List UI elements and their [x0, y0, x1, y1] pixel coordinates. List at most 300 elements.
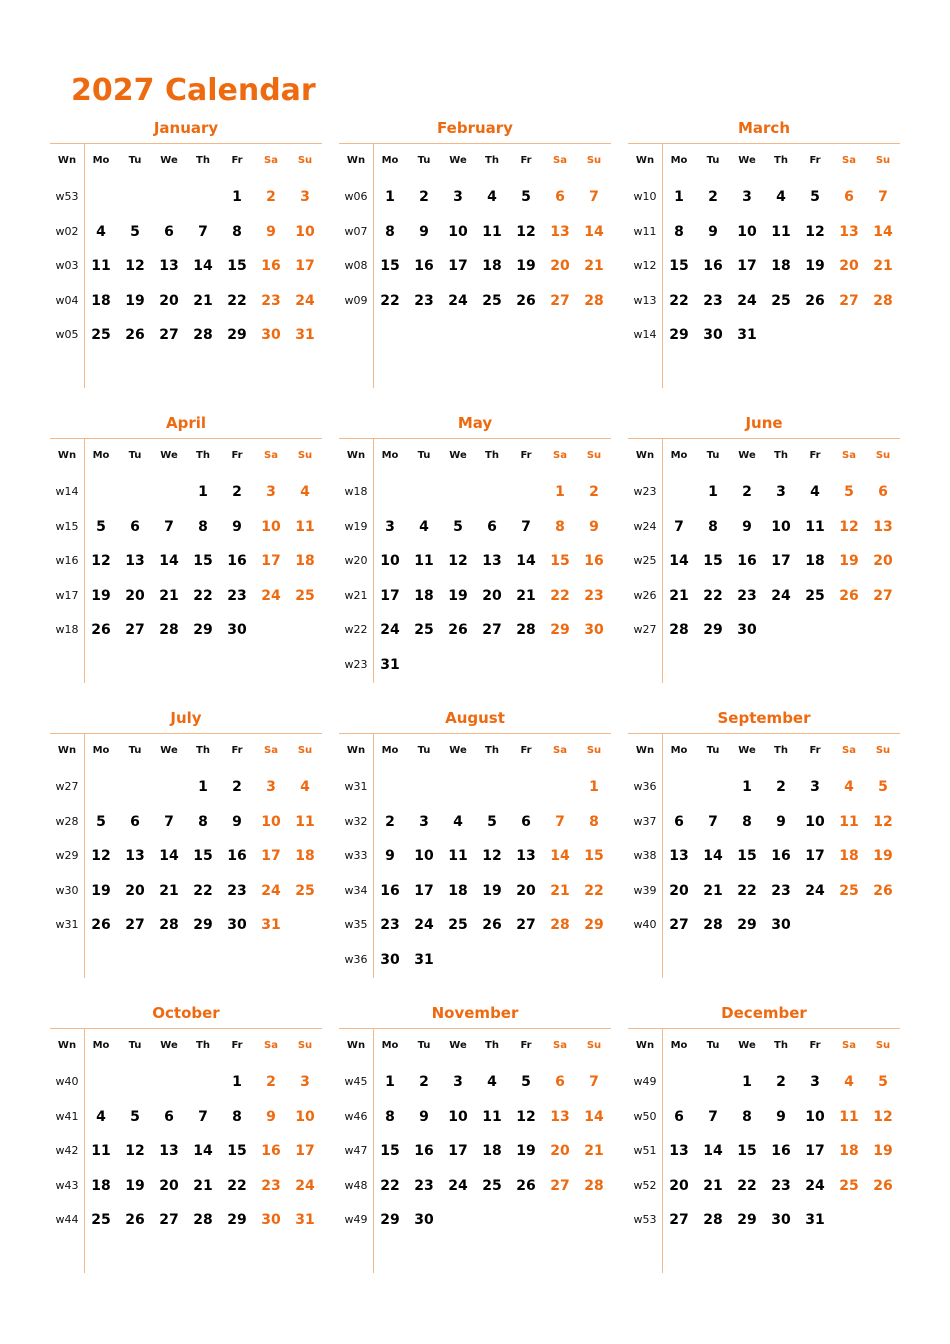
day-cell: 7 — [674, 518, 684, 535]
month-name: March — [737, 119, 791, 137]
day-cell: 9 — [776, 1108, 786, 1125]
day-cell: 27 — [125, 917, 145, 934]
week-number: w49 — [633, 1075, 657, 1088]
weekend-day-cell: 25 — [295, 587, 315, 604]
day-cell: 2 — [385, 813, 395, 830]
day-cell: 11 — [482, 1108, 502, 1125]
day-cell: 1 — [742, 779, 752, 795]
week-number: w32 — [344, 814, 368, 828]
day-cell: 4 — [776, 189, 786, 205]
day-cell: 13 — [669, 848, 689, 865]
day-cell: 14 — [159, 848, 179, 865]
day-cell: 16 — [227, 848, 247, 865]
weekday-header: We — [449, 745, 467, 756]
week-number: w42 — [55, 1144, 79, 1158]
weekday-header: Th — [774, 1040, 788, 1051]
weekend-day-cell: 23 — [261, 292, 281, 309]
weekday-header: We — [738, 450, 756, 461]
day-cell: 12 — [125, 1143, 145, 1160]
day-cell: 11 — [805, 518, 825, 535]
week-number: w08 — [344, 259, 368, 273]
weekday-header: Tu — [417, 1040, 431, 1051]
day-cell: 29 — [737, 1212, 757, 1229]
day-cell: 14 — [159, 553, 179, 570]
day-cell: 16 — [771, 1143, 791, 1160]
week-number: w12 — [633, 259, 657, 273]
weekend-day-cell: 28 — [550, 917, 570, 934]
weekday-header: Fr — [520, 450, 532, 461]
day-cell: 17 — [737, 258, 757, 275]
weekend-day-cell: 31 — [295, 327, 315, 344]
day-cell: 15 — [227, 1143, 247, 1160]
day-cell: 19 — [91, 587, 111, 604]
weekday-header: Sa — [264, 1040, 278, 1051]
day-cell: 7 — [164, 813, 174, 830]
day-cell: 30 — [771, 1212, 791, 1229]
weekend-day-cell: 14 — [550, 848, 570, 865]
day-cell: 19 — [516, 258, 536, 275]
weekday-header: We — [738, 745, 756, 756]
week-number: w25 — [633, 554, 657, 568]
month-october — [50, 1001, 322, 1278]
day-cell: 1 — [674, 189, 684, 205]
day-cell: 4 — [96, 223, 106, 240]
week-number: w13 — [633, 293, 657, 307]
weekend-day-cell: 24 — [295, 1177, 315, 1194]
day-cell: 7 — [708, 1108, 718, 1125]
day-cell: 5 — [810, 189, 820, 205]
day-cell: 17 — [414, 882, 434, 899]
day-cell: 27 — [159, 327, 179, 344]
month-name: February — [437, 119, 513, 137]
weekday-header: Su — [875, 745, 891, 756]
day-cell: 4 — [487, 189, 497, 205]
day-cell: 14 — [516, 553, 536, 570]
month-header-rule — [628, 143, 900, 144]
weekend-day-cell: 11 — [295, 518, 315, 535]
month-january — [50, 116, 322, 393]
day-cell: 29 — [193, 622, 213, 639]
day-cell: 9 — [742, 518, 752, 535]
day-cell: 7 — [708, 813, 718, 830]
week-number: w50 — [633, 1109, 657, 1123]
weekday-header: Su — [875, 1040, 891, 1051]
weekday-header: Sa — [842, 450, 856, 461]
day-cell: 26 — [125, 1212, 145, 1229]
week-number: w41 — [55, 1109, 79, 1123]
day-cell: 21 — [159, 587, 179, 604]
weekday-header: We — [738, 1040, 756, 1051]
day-cell: 1 — [385, 189, 395, 205]
day-cell: 3 — [453, 189, 463, 205]
day-cell: 12 — [91, 848, 111, 865]
day-cell: 25 — [414, 622, 434, 639]
weekend-day-cell: 5 — [878, 1074, 888, 1090]
day-cell: 20 — [125, 882, 145, 899]
weekday-header: Th — [774, 745, 788, 756]
day-cell: 26 — [91, 622, 111, 639]
week-number: w43 — [55, 1178, 79, 1192]
weekday-header: Mo — [92, 1040, 110, 1051]
day-cell: 22 — [703, 587, 723, 604]
weekend-day-cell: 16 — [584, 553, 604, 570]
weekday-header: Mo — [92, 450, 110, 461]
week-number: w36 — [344, 953, 368, 966]
day-cell: 17 — [805, 1143, 825, 1160]
day-cell: 8 — [232, 223, 242, 240]
weekday-header: Fr — [809, 450, 821, 461]
weekend-day-cell: 11 — [295, 813, 315, 830]
weekday-header: Fr — [231, 1040, 243, 1051]
weekday-header: Fr — [520, 1040, 532, 1051]
week-number: w46 — [344, 1109, 368, 1123]
day-cell: 16 — [737, 553, 757, 570]
day-cell: 30 — [227, 917, 247, 934]
week-number: w19 — [344, 519, 368, 533]
month-header-rule — [50, 733, 322, 734]
weekday-header: Wn — [57, 745, 77, 756]
day-cell: 10 — [805, 1108, 825, 1125]
day-cell: 24 — [737, 292, 757, 309]
weekday-header: Su — [297, 155, 313, 166]
day-cell: 18 — [482, 1143, 502, 1160]
weekend-day-cell: 11 — [839, 813, 859, 830]
weekday-header: We — [449, 450, 467, 461]
weekday-header: Tu — [706, 450, 720, 461]
week-number: w15 — [55, 519, 79, 533]
weekday-header: Th — [196, 155, 210, 166]
week-number: w27 — [633, 623, 657, 637]
month-name: July — [170, 709, 202, 727]
weekend-day-cell: 13 — [873, 518, 893, 535]
day-cell: 11 — [448, 848, 468, 865]
week-number: w53 — [633, 1213, 657, 1227]
weekend-day-cell: 28 — [873, 292, 893, 309]
weekday-header: Th — [774, 155, 788, 166]
day-cell: 7 — [164, 518, 174, 535]
day-cell: 24 — [805, 882, 825, 899]
day-cell: 25 — [482, 1177, 502, 1194]
day-cell: 5 — [130, 223, 140, 240]
month-july — [50, 706, 322, 983]
weekend-day-cell: 10 — [295, 223, 315, 240]
day-cell: 25 — [91, 327, 111, 344]
day-cell: 29 — [227, 327, 247, 344]
week-number: w16 — [55, 554, 79, 568]
weekend-day-cell: 14 — [584, 1108, 604, 1125]
weekend-day-cell: 27 — [550, 1177, 570, 1194]
day-cell: 2 — [776, 1074, 786, 1090]
day-cell: 22 — [737, 1177, 757, 1194]
weekday-header: Su — [875, 450, 891, 461]
weekday-header: Tu — [128, 155, 142, 166]
weekday-header: Fr — [809, 1040, 821, 1051]
weekday-header: Fr — [520, 745, 532, 756]
day-cell: 15 — [380, 258, 400, 275]
day-cell: 17 — [805, 848, 825, 865]
weekend-day-cell: 16 — [261, 1143, 281, 1160]
week-number: w47 — [344, 1144, 368, 1158]
weekend-day-cell: 23 — [584, 587, 604, 604]
week-number: w02 — [55, 224, 79, 238]
day-cell: 23 — [227, 882, 247, 899]
weekday-header: Wn — [635, 745, 655, 756]
day-cell: 11 — [414, 553, 434, 570]
week-number: w31 — [55, 918, 79, 932]
weekend-day-cell: 31 — [295, 1212, 315, 1229]
weekend-day-cell: 17 — [261, 848, 281, 865]
weekend-day-cell: 10 — [295, 1108, 315, 1125]
day-cell: 2 — [419, 1074, 429, 1090]
day-cell: 18 — [805, 553, 825, 570]
month-name: November — [431, 1004, 519, 1022]
day-cell: 19 — [448, 587, 468, 604]
weekend-day-cell: 4 — [844, 779, 854, 795]
week-number: w27 — [55, 780, 79, 793]
day-cell: 4 — [96, 1108, 106, 1125]
weekend-day-cell: 18 — [839, 1143, 859, 1160]
day-cell: 7 — [198, 1108, 208, 1125]
day-cell: 16 — [703, 258, 723, 275]
week-number: w38 — [633, 849, 657, 863]
weekday-header: We — [449, 155, 467, 166]
weekday-header: Mo — [92, 745, 110, 756]
weekend-day-cell: 29 — [584, 917, 604, 934]
weekday-header: Mo — [670, 450, 688, 461]
month-name: April — [165, 414, 207, 432]
weekday-header: Th — [485, 745, 499, 756]
weekend-day-cell: 18 — [295, 553, 315, 570]
day-cell: 22 — [227, 292, 247, 309]
weekend-day-cell: 31 — [261, 917, 281, 934]
weekday-header: Wn — [346, 155, 366, 166]
day-cell: 8 — [708, 518, 718, 535]
day-cell: 18 — [414, 587, 434, 604]
day-cell: 9 — [232, 813, 242, 830]
weekday-header: Tu — [706, 745, 720, 756]
day-cell: 24 — [414, 917, 434, 934]
day-cell: 13 — [669, 1143, 689, 1160]
weekend-day-cell: 30 — [261, 327, 281, 344]
weekend-day-cell: 11 — [839, 1108, 859, 1125]
day-cell: 10 — [448, 1108, 468, 1125]
day-cell: 1 — [232, 189, 242, 205]
day-cell: 24 — [448, 1177, 468, 1194]
weekend-day-cell: 19 — [873, 848, 893, 865]
week-number: w11 — [633, 224, 657, 238]
day-cell: 28 — [669, 622, 689, 639]
day-cell: 1 — [385, 1074, 395, 1090]
week-number: w29 — [55, 849, 79, 863]
day-cell: 23 — [414, 1177, 434, 1194]
day-cell: 28 — [703, 917, 723, 934]
day-cell: 5 — [521, 1074, 531, 1090]
day-cell: 6 — [674, 1108, 684, 1125]
weekend-day-cell: 29 — [550, 622, 570, 639]
day-cell: 21 — [193, 292, 213, 309]
weekday-header: We — [738, 155, 756, 166]
day-cell: 2 — [232, 779, 242, 795]
weekend-day-cell: 9 — [266, 223, 276, 240]
weekday-header: Sa — [553, 1040, 567, 1051]
week-number: w18 — [344, 485, 368, 498]
day-cell: 6 — [164, 223, 174, 240]
day-cell: 20 — [482, 587, 502, 604]
month-name: January — [153, 119, 219, 137]
weekday-header: We — [160, 745, 178, 756]
day-cell: 28 — [193, 1212, 213, 1229]
day-cell: 8 — [198, 518, 208, 535]
weekday-header: Su — [297, 1040, 313, 1051]
weekend-day-cell: 17 — [261, 553, 281, 570]
weekend-day-cell: 28 — [584, 1177, 604, 1194]
weekday-header: Sa — [264, 450, 278, 461]
weekday-header: Wn — [635, 450, 655, 461]
day-cell: 12 — [482, 848, 502, 865]
weekday-header: Mo — [381, 450, 399, 461]
day-cell: 5 — [453, 518, 463, 535]
weekday-header: We — [449, 1040, 467, 1051]
day-cell: 25 — [91, 1212, 111, 1229]
day-cell: 3 — [810, 779, 820, 795]
day-cell: 12 — [125, 258, 145, 275]
day-cell: 1 — [232, 1074, 242, 1090]
weekend-day-cell: 20 — [839, 258, 859, 275]
weekend-day-cell: 18 — [839, 848, 859, 865]
day-cell: 28 — [703, 1212, 723, 1229]
weekend-day-cell: 24 — [295, 292, 315, 309]
weekday-header: Mo — [670, 155, 688, 166]
day-cell: 23 — [227, 587, 247, 604]
day-cell: 7 — [198, 223, 208, 240]
day-cell: 27 — [159, 1212, 179, 1229]
weekend-day-cell: 7 — [555, 813, 565, 830]
day-cell: 12 — [516, 1108, 536, 1125]
day-cell: 24 — [771, 587, 791, 604]
day-cell: 30 — [703, 327, 723, 344]
day-cell: 12 — [91, 553, 111, 570]
day-cell: 23 — [703, 292, 723, 309]
day-cell: 18 — [482, 258, 502, 275]
month-august — [339, 706, 611, 983]
day-cell: 24 — [448, 292, 468, 309]
day-cell: 22 — [669, 292, 689, 309]
day-cell: 20 — [669, 1177, 689, 1194]
week-number: w37 — [633, 814, 657, 828]
weekday-header: Tu — [706, 1040, 720, 1051]
week-number: w51 — [633, 1144, 657, 1158]
weekday-header: Wn — [57, 450, 77, 461]
weekend-day-cell: 5 — [844, 484, 854, 500]
day-cell: 30 — [771, 917, 791, 934]
day-cell: 9 — [776, 813, 786, 830]
day-cell: 31 — [737, 327, 757, 344]
day-cell: 25 — [482, 292, 502, 309]
weekday-header: Wn — [57, 1040, 77, 1051]
day-cell: 25 — [771, 292, 791, 309]
day-cell: 13 — [516, 848, 536, 865]
day-cell: 14 — [703, 848, 723, 865]
day-cell: 3 — [385, 518, 395, 535]
day-cell: 29 — [703, 622, 723, 639]
weekend-day-cell: 6 — [878, 484, 888, 500]
weekend-day-cell: 4 — [844, 1074, 854, 1090]
weekend-day-cell: 26 — [873, 1177, 893, 1194]
week-number: w07 — [344, 224, 368, 238]
weekday-header: Su — [586, 155, 602, 166]
weekday-header: Mo — [381, 745, 399, 756]
day-cell: 6 — [164, 1108, 174, 1125]
weekend-day-cell: 18 — [295, 848, 315, 865]
weekday-header: Wn — [635, 155, 655, 166]
week-number: w06 — [344, 190, 368, 203]
weekend-day-cell: 17 — [295, 258, 315, 275]
week-number: w28 — [55, 814, 79, 828]
weekday-header: Mo — [381, 155, 399, 166]
month-september — [628, 706, 900, 983]
day-cell: 18 — [771, 258, 791, 275]
week-number: w36 — [633, 780, 657, 793]
weekday-header: Th — [196, 450, 210, 461]
day-cell: 8 — [385, 223, 395, 240]
day-cell: 21 — [516, 587, 536, 604]
day-cell: 13 — [125, 848, 145, 865]
page-title: 2027 Calendar — [71, 73, 316, 108]
weekend-day-cell: 24 — [261, 882, 281, 899]
day-cell: 1 — [742, 1074, 752, 1090]
day-cell: 15 — [703, 553, 723, 570]
week-number: w44 — [55, 1213, 79, 1227]
week-number: w35 — [344, 918, 368, 932]
day-cell: 21 — [159, 882, 179, 899]
weekday-header: We — [160, 155, 178, 166]
weekend-day-cell: 30 — [261, 1212, 281, 1229]
month-name: May — [457, 414, 493, 432]
day-cell: 9 — [708, 223, 718, 240]
week-number: w49 — [344, 1213, 368, 1227]
day-cell: 13 — [159, 258, 179, 275]
month-header-rule — [50, 143, 322, 144]
week-number: w05 — [55, 328, 79, 342]
weekday-header: Fr — [809, 745, 821, 756]
day-cell: 10 — [805, 813, 825, 830]
month-header-rule — [339, 438, 611, 439]
day-cell: 8 — [198, 813, 208, 830]
day-cell: 11 — [482, 223, 502, 240]
weekend-day-cell: 27 — [550, 292, 570, 309]
weekend-day-cell: 21 — [873, 258, 893, 275]
day-cell: 4 — [453, 813, 463, 830]
week-number: w53 — [55, 190, 79, 203]
weekend-day-cell: 15 — [550, 553, 570, 570]
weekend-day-cell: 12 — [839, 518, 859, 535]
weekday-header: We — [160, 450, 178, 461]
weekend-day-cell: 6 — [555, 1074, 565, 1090]
day-cell: 26 — [482, 917, 502, 934]
week-number: w14 — [55, 485, 79, 498]
weekend-day-cell: 25 — [295, 882, 315, 899]
day-cell: 6 — [674, 813, 684, 830]
month-header-rule — [50, 438, 322, 439]
day-cell: 22 — [193, 587, 213, 604]
day-cell: 14 — [703, 1143, 723, 1160]
day-cell: 28 — [193, 327, 213, 344]
week-number: w10 — [633, 190, 657, 203]
day-cell: 24 — [805, 1177, 825, 1194]
day-cell: 26 — [91, 917, 111, 934]
day-cell: 29 — [227, 1212, 247, 1229]
day-cell: 12 — [516, 223, 536, 240]
